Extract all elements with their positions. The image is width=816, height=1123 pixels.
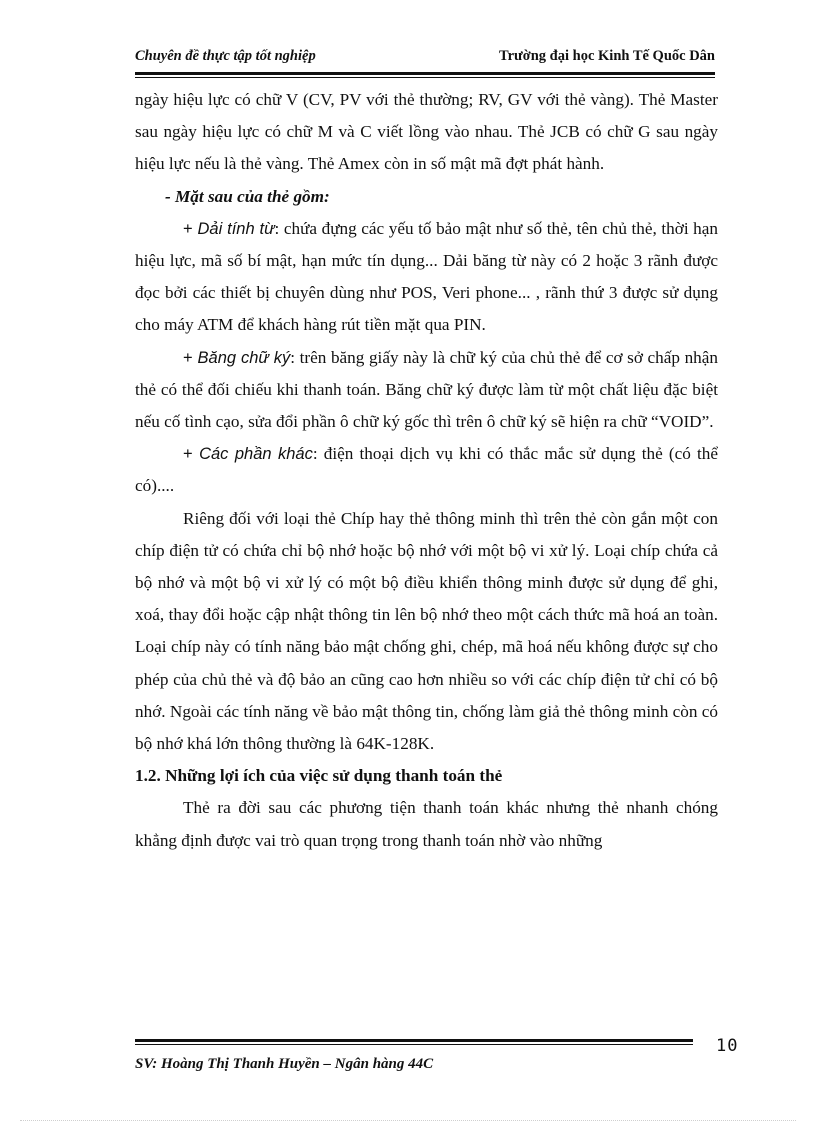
term-signature-panel: Băng chữ ký: [197, 348, 291, 367]
term-other-parts: Các phần khác: [199, 445, 313, 464]
description-magnetic-strip: : chứa đựng các yếu tố bảo mật như số thẻ, tên chủ thẻ, thời hạn hiệu lực, mã số bí mật, hạn mức tín dụng... Dải băng từ này có 2 hoặc 3 rãnh được đọc bởi các thiết bị chuyên dùng như POS, Veri phone... , rãnh thứ 3 được sử dụng cho máy ATM để khách hàng rút tiền mặt qua PIN.: [135, 218, 718, 335]
footer-author: SV: Hoàng Thị Thanh Huyền – Ngân hàng 44C: [135, 1056, 434, 1072]
description-other-parts: : điện thoại dịch vụ khi có thắc mắc sử dụng thẻ (có thể có)....: [135, 444, 718, 496]
page-number: 10: [716, 1036, 739, 1056]
page-body: [135, 84, 718, 857]
paragraph-chip-card: Riêng đối với loại thẻ Chíp hay thẻ thông minh thì trên thẻ còn gắn một con chíp điện tử có chứa chỉ bộ nhớ hoặc bộ nhớ với một bộ vi xử lý. Loại chíp chứa cả bộ nhớ và một bộ vi xử lý có một bộ điều khiển thông minh được sử dụng để ghi, xoá, thay đổi hoặc cập nhật thông tin lên bộ nhớ theo một cách thức mã hoá an toàn. Loại chíp này có tính năng bảo mật chống ghi, chép, mã hoá nếu không được sự cho phép của chủ thẻ và độ bảo an cũng cao hơn nhiều so với các chíp điện tử chỉ có bộ nhớ. Ngoài các tính năng về bảo mật thông tin, chống làm giả thẻ thông minh còn có bộ nhớ khá lớn thông thường là 64K-128K.: [135, 508, 718, 754]
page-bottom-border: [20, 1120, 796, 1121]
footer-rule: [135, 1039, 693, 1042]
header-document-title: Chuyên đề thực tập tốt nghiệp: [135, 48, 316, 64]
list-item-signature-panel: [135, 342, 718, 439]
paragraph-front-continued: ngày hiệu lực có chữ V (CV, PV với thẻ thường; RV, GV với thẻ vàng). Thẻ Master sau ngày hiệu lực có chữ M và C viết lồng vào nhau. Thẻ JCB có chữ G sau ngày hiệu lực nếu là thẻ vàng. Thẻ Amex còn in số mật mã đợt phát hành.: [135, 90, 718, 174]
footer-rule-thin: [135, 1044, 693, 1045]
subheading-card-back: - Mặt sau của thẻ gồm:: [165, 186, 330, 206]
description-signature-panel: : trên băng giấy này là chữ ký của chủ thẻ để cơ sở chấp nhận thẻ có thể đối chiếu khi thanh toán. Băng chữ ký được làm từ một chất liệu đặc biệt nếu cố tình cạo, sửa đổi phần ô chữ ký gốc thì trên ô chữ ký sẽ hiện ra chữ “VOID”.: [135, 347, 718, 432]
list-item-magnetic-strip: [135, 213, 718, 342]
header-rule-thin: [135, 77, 715, 78]
section-heading-1-2: 1.2. Những lợi ích của việc sử dụng thanh toán thẻ: [135, 766, 503, 786]
plus-bullet: +: [183, 219, 198, 238]
paragraph-benefits-intro: Thẻ ra đời sau các phương tiện thanh toán khác nhưng thẻ nhanh chóng khẳng định được vai trò quan trọng trong thanh toán nhờ vào những: [135, 798, 718, 850]
page-header: [135, 48, 715, 72]
term-magnetic-strip: Dải tính từ: [197, 219, 275, 238]
plus-bullet: +: [183, 348, 198, 367]
header-university: Trường đại học Kinh Tế Quốc Dân: [498, 48, 715, 64]
plus-bullet: +: [183, 445, 200, 464]
header-rule: [135, 72, 715, 75]
list-item-other-parts: [135, 438, 718, 502]
